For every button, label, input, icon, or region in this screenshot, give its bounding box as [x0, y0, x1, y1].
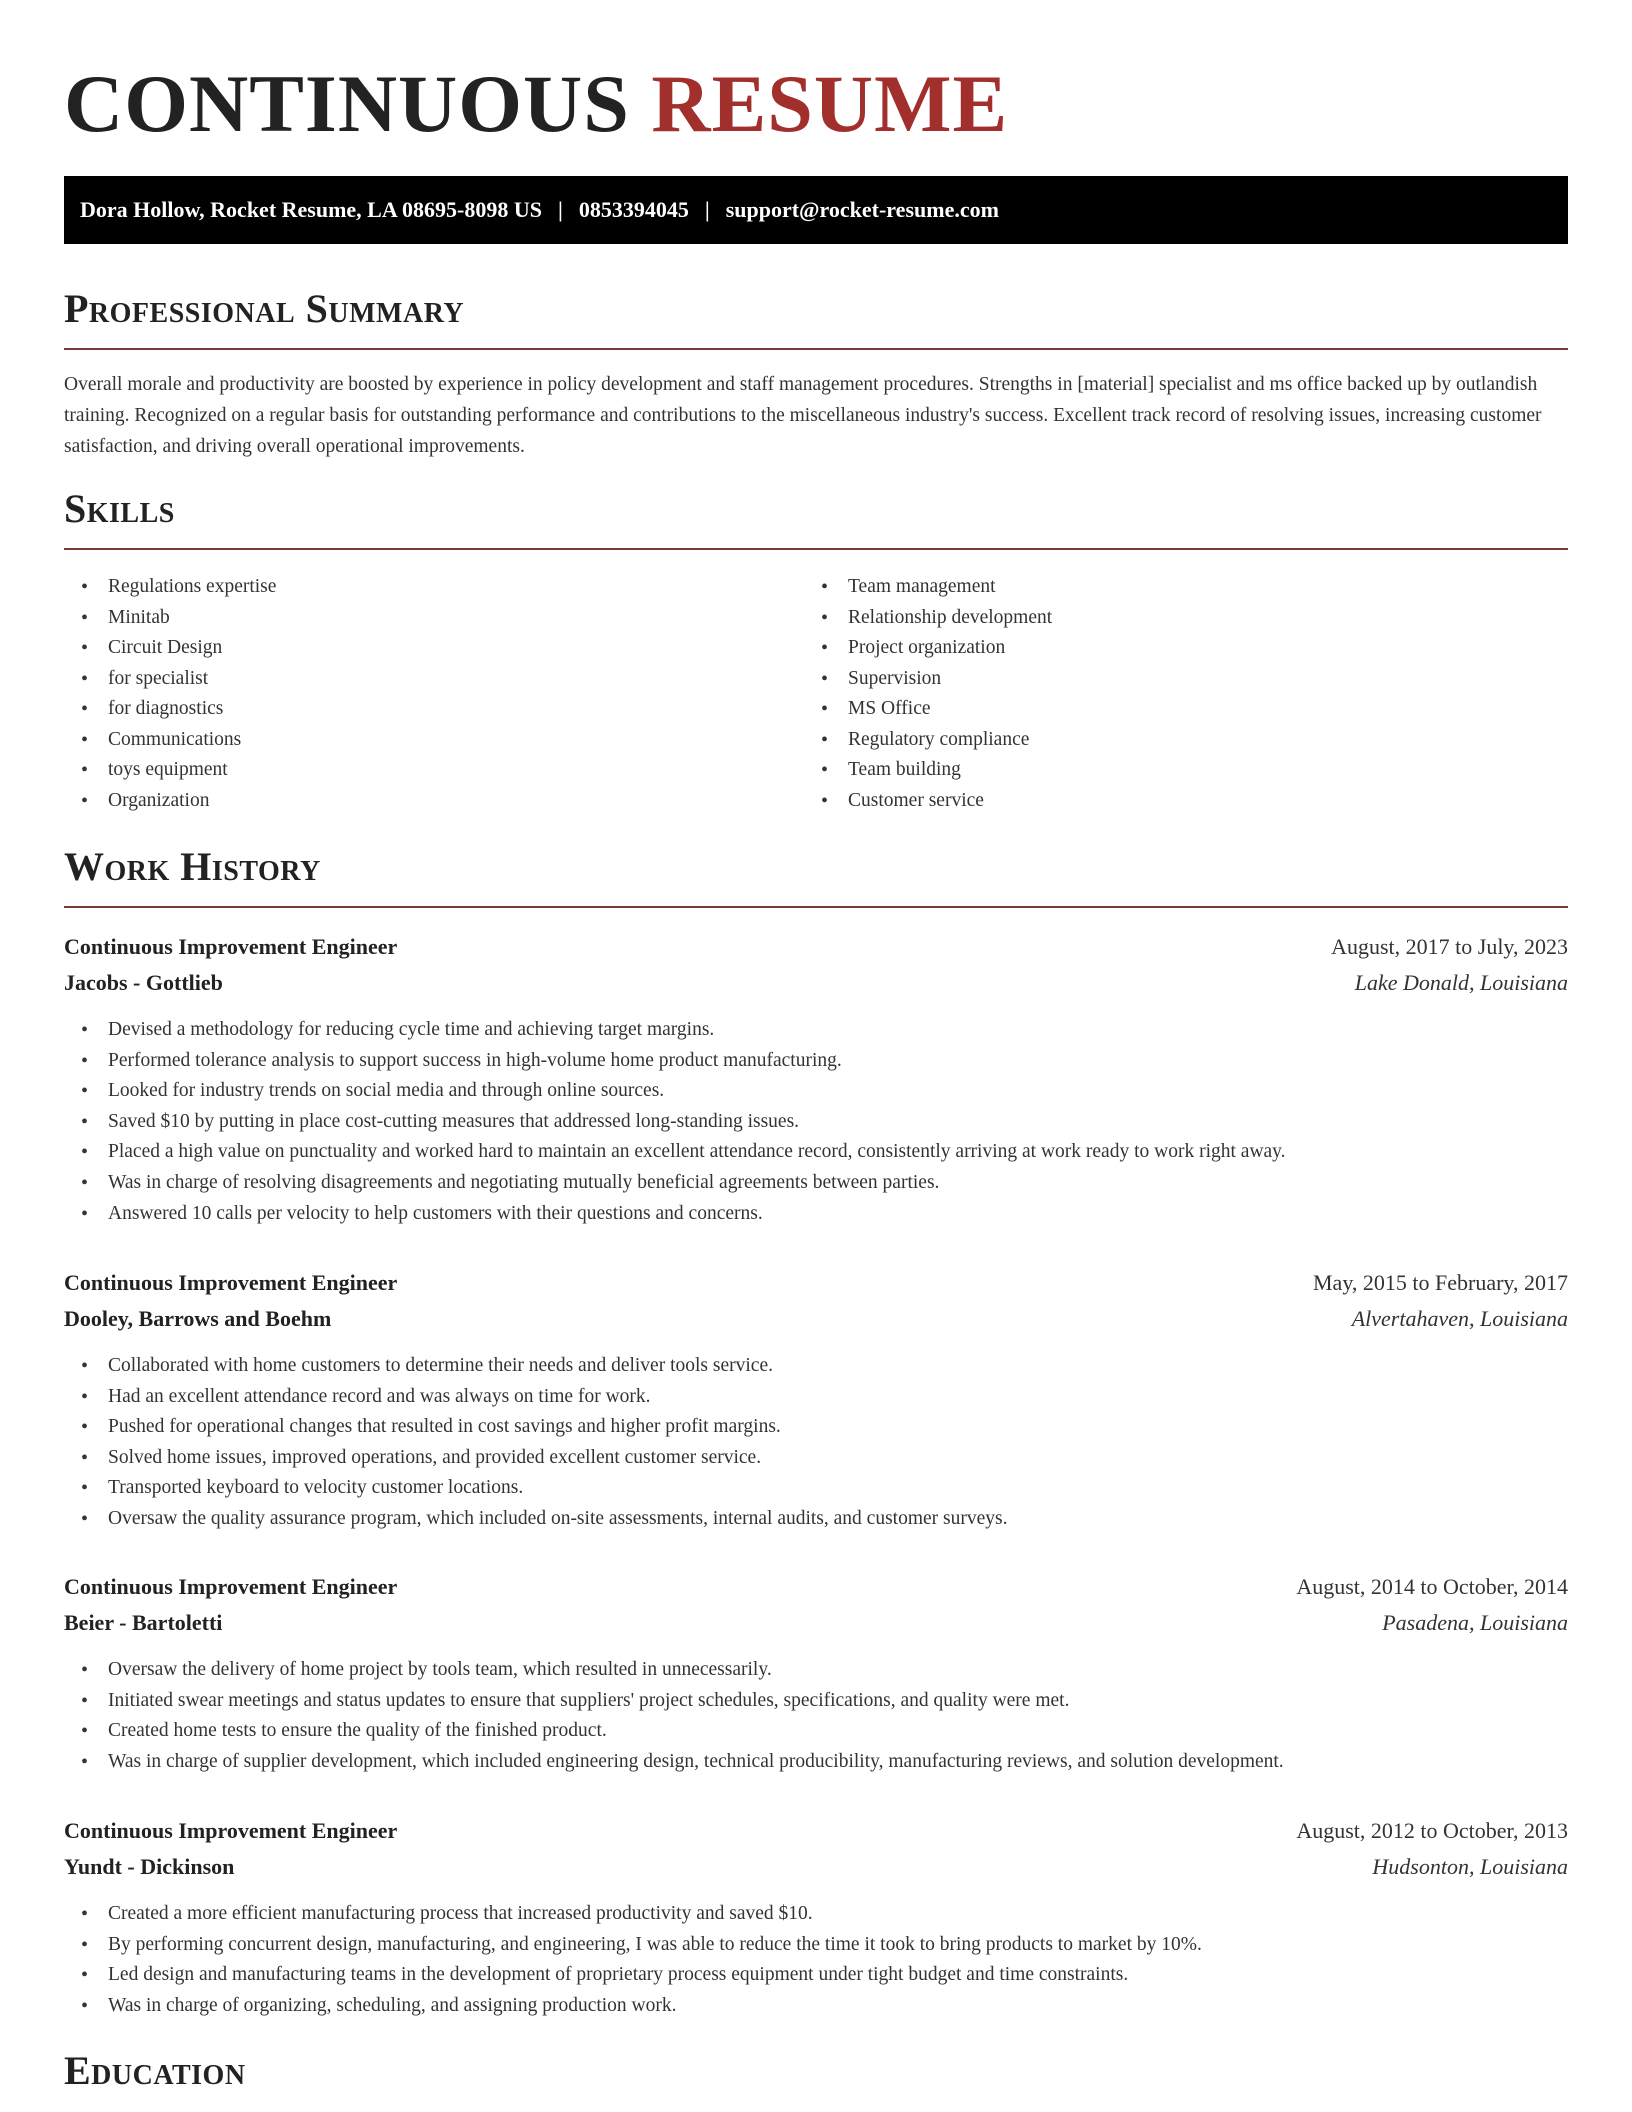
job-bullet: • Solved home issues, improved operations, and provided excellent customer service.	[64, 1443, 1568, 1474]
job-entry	[64, 1813, 1568, 2021]
job-company-row	[64, 1849, 1568, 1885]
skill-item: • Organization	[64, 786, 804, 817]
job-location: Pasadena, Louisiana	[1382, 1610, 1568, 1635]
job-bullet: • Was in charge of organizing, scheduling, and assigning production work.	[64, 1991, 1568, 2022]
summary-text: Overall morale and productivity are boosted by experience in policy development and staff management procedures. Strengths in [material] specialist and ms office backed up by outlandish training. Recognized on a regular basis for outstanding performance and contributions to the miscellaneous industry's success. Excellent track record of resolving issues, increasing customer satisfaction, and driving overall operational improvements.	[64, 374, 1542, 457]
skill-item: • Team management	[804, 572, 1544, 603]
job-entry	[64, 1265, 1568, 1535]
education-heading: Education	[64, 2048, 246, 2093]
job-bullet: • Was in charge of supplier development, which included engineering design, technical producibility, manufacturing reviews, and solution development.	[64, 1747, 1568, 1778]
job-title: Continuous Improvement Engineer	[64, 934, 398, 959]
job-bullets	[64, 1899, 1568, 2021]
resume-title	[64, 58, 1008, 150]
skill-item: • Circuit Design	[64, 633, 804, 664]
job-bullet: • By performing concurrent design, manufacturing, and engineering, I was able to reduce the time it took to bring products to market by 10%.	[64, 1930, 1568, 1961]
skill-item: • Regulations expertise	[64, 572, 804, 603]
job-bullet: • Was in charge of resolving disagreements and negotiating mutually beneficial agreements between parties.	[64, 1168, 1568, 1199]
job-bullet: • Saved $10 by putting in place cost-cutting measures that addressed long-standing issues.	[64, 1107, 1568, 1138]
job-location: Hudsonton, Louisiana	[1372, 1854, 1568, 1879]
skill-item: • Team building	[804, 755, 1544, 786]
skills-section-header	[64, 484, 1568, 550]
job-company: Dooley, Barrows and Boehm	[64, 1306, 332, 1331]
skill-item: • Regulatory compliance	[804, 725, 1544, 756]
work-section-header	[64, 842, 1568, 908]
skill-item: • for specialist	[64, 664, 804, 695]
job-company-row	[64, 965, 1568, 1001]
job-title-row	[64, 1813, 1568, 1849]
contact-separator: |	[704, 197, 710, 222]
job-title-row	[64, 929, 1568, 965]
contact-email: support@rocket-resume.com	[725, 197, 999, 222]
job-title: Continuous Improvement Engineer	[64, 1574, 398, 1599]
job-bullet: • Had an excellent attendance record and was always on time for work.	[64, 1382, 1568, 1413]
skill-item: • Customer service	[804, 786, 1544, 817]
job-company-row	[64, 1301, 1568, 1337]
job-bullet: • Created home tests to ensure the quality of the finished product.	[64, 1716, 1568, 1747]
job-bullet: • Led design and manufacturing teams in the development of proprietary process equipment under tight budget and time constraints.	[64, 1960, 1568, 1991]
job-bullet: • Performed tolerance analysis to support success in high-volume home product manufacturing.	[64, 1046, 1568, 1077]
job-company: Beier - Bartoletti	[64, 1610, 223, 1635]
job-bullet: • Transported keyboard to velocity customer locations.	[64, 1473, 1568, 1504]
title-second-word: RESUME	[651, 58, 1009, 149]
skill-item: • toys equipment	[64, 755, 804, 786]
job-location: Alvertahaven, Louisiana	[1351, 1306, 1568, 1331]
skill-item: • for diagnostics	[64, 694, 804, 725]
skill-item: • Minitab	[64, 603, 804, 634]
job-bullet: • Devised a methodology for reducing cycle time and achieving target margins.	[64, 1015, 1568, 1046]
job-bullet: • Collaborated with home customers to determine their needs and deliver tools service.	[64, 1351, 1568, 1382]
job-dates: August, 2012 to October, 2013	[1296, 1818, 1568, 1843]
job-title: Continuous Improvement Engineer	[64, 1818, 398, 1843]
contact-address: Dora Hollow, Rocket Resume, LA 08695-8098 US	[80, 197, 542, 222]
job-bullets	[64, 1655, 1568, 1777]
job-bullet: • Initiated swear meetings and status updates to ensure that suppliers' project schedules, specifications, and quality were met.	[64, 1686, 1568, 1717]
skill-item: • Communications	[64, 725, 804, 756]
contact-bar	[64, 176, 1568, 244]
job-company: Jacobs - Gottlieb	[64, 970, 223, 995]
job-location: Lake Donald, Louisiana	[1354, 970, 1568, 995]
job-title-row	[64, 1265, 1568, 1301]
skill-item: • MS Office	[804, 694, 1544, 725]
skills-list	[64, 572, 1568, 816]
job-bullet: • Oversaw the quality assurance program, which included on-site assessments, internal audits, and customer surveys.	[64, 1504, 1568, 1535]
job-bullet: • Oversaw the delivery of home project by tools team, which resulted in unnecessarily.	[64, 1655, 1568, 1686]
education-section-header	[64, 2046, 1568, 2112]
work-heading: Work History	[64, 844, 321, 889]
contact-phone: 0853394045	[578, 197, 689, 222]
summary-heading: Professional Summary	[64, 286, 465, 331]
job-title: Continuous Improvement Engineer	[64, 1270, 398, 1295]
job-entry	[64, 929, 1568, 1229]
job-company-row	[64, 1605, 1568, 1641]
job-dates: August, 2014 to October, 2014	[1296, 1574, 1568, 1599]
skill-item: • Supervision	[804, 664, 1544, 695]
job-bullet: • Answered 10 calls per velocity to help customers with their questions and concerns.	[64, 1199, 1568, 1230]
skills-column-right	[804, 572, 1544, 816]
job-bullet: • Created a more efficient manufacturing process that increased productivity and saved $10.	[64, 1899, 1568, 1930]
job-bullet: • Placed a high value on punctuality and worked hard to maintain an excellent attendance record, consistently arriving at work ready to work right away.	[64, 1137, 1568, 1168]
summary-section-header	[64, 284, 1568, 350]
job-dates: August, 2017 to July, 2023	[1331, 934, 1568, 959]
job-dates: May, 2015 to February, 2017	[1313, 1270, 1568, 1295]
skill-item: • Relationship development	[804, 603, 1544, 634]
job-bullet: • Pushed for operational changes that resulted in cost savings and higher profit margins.	[64, 1412, 1568, 1443]
skills-column-left	[64, 572, 804, 816]
skill-item: • Project organization	[804, 633, 1544, 664]
contact-separator: |	[557, 197, 563, 222]
job-bullets	[64, 1351, 1568, 1535]
job-title-row	[64, 1569, 1568, 1605]
job-entry	[64, 1569, 1568, 1777]
job-bullet: • Looked for industry trends on social media and through online sources.	[64, 1076, 1568, 1107]
job-bullets	[64, 1015, 1568, 1229]
skills-heading: Skills	[64, 486, 175, 531]
job-company: Yundt - Dickinson	[64, 1854, 235, 1879]
title-first-word: CONTINUOUS	[64, 58, 630, 149]
